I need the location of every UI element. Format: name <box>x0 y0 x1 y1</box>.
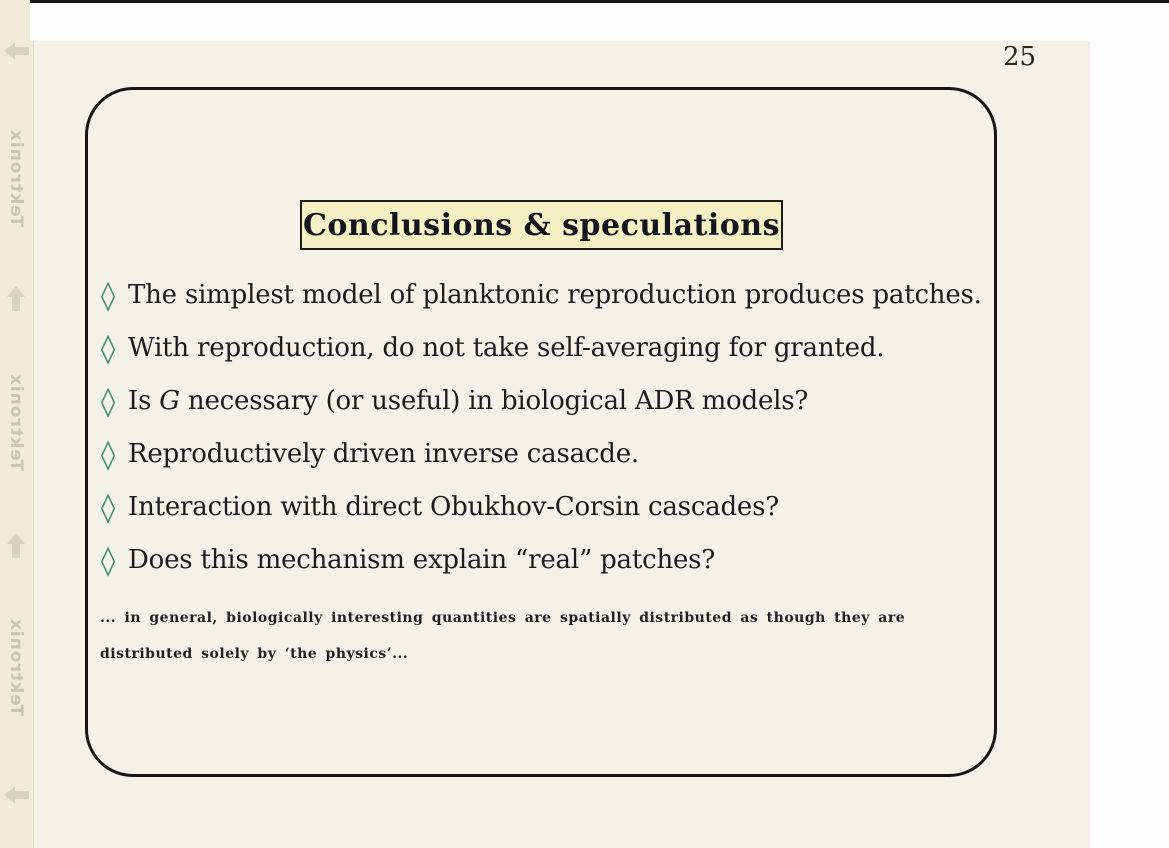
film-brand-watermark: Tektronix <box>6 128 27 228</box>
film-brand-watermark: Tektronix <box>6 617 27 716</box>
page-right-margin <box>1090 3 1169 848</box>
bullet-text: With reproduction, do not take self-averaging for granted. <box>128 332 885 363</box>
bullet-item <box>97 374 977 427</box>
footnote-line1: ... in general, biologically interesting quantities are spatially distributed as though they are <box>100 610 906 626</box>
up-arrow-icon <box>3 532 30 559</box>
page-top-margin <box>30 3 1169 41</box>
page-number: 25 <box>1003 42 1037 72</box>
film-edge-strip <box>0 0 34 848</box>
diamond-bullet-icon: ◊ <box>100 383 116 418</box>
bullet-text: Reproductively driven inverse casacde. <box>128 438 639 469</box>
slide-border-frame <box>85 87 997 777</box>
bullet-item <box>97 427 977 480</box>
diamond-bullet-icon: ◊ <box>100 436 116 471</box>
bullet-text: Is G necessary (or useful) in biological ADR models? <box>128 385 809 416</box>
footnote <box>100 600 970 672</box>
bullet-item <box>97 268 982 321</box>
bullet-item <box>97 480 977 533</box>
film-brand-watermark: Tektronix <box>6 372 27 472</box>
bullet-item <box>97 321 977 374</box>
left-arrow-icon <box>3 782 30 809</box>
slide-title: Conclusions & speculations <box>303 207 780 243</box>
up-arrow-icon <box>3 285 30 312</box>
bullet-list <box>97 268 982 586</box>
diamond-bullet-icon: ◊ <box>100 330 116 365</box>
slide-title-box <box>300 200 783 250</box>
bullet-text: Interaction with direct Obukhov-Corsin cascades? <box>128 491 780 522</box>
bullet-text: Does this mechanism explain “real” patches? <box>128 544 716 575</box>
math-variable: G <box>159 385 180 416</box>
footnote-line2: distributed solely by ‘the physics’... <box>100 646 409 662</box>
diamond-bullet-icon: ◊ <box>100 489 116 524</box>
bullet-item <box>97 533 977 586</box>
diamond-bullet-icon: ◊ <box>100 277 116 312</box>
diamond-bullet-icon: ◊ <box>100 542 116 577</box>
bullet-text: The simplest model of planktonic reproduction produces patches. <box>128 279 982 310</box>
left-arrow-icon <box>3 38 30 65</box>
